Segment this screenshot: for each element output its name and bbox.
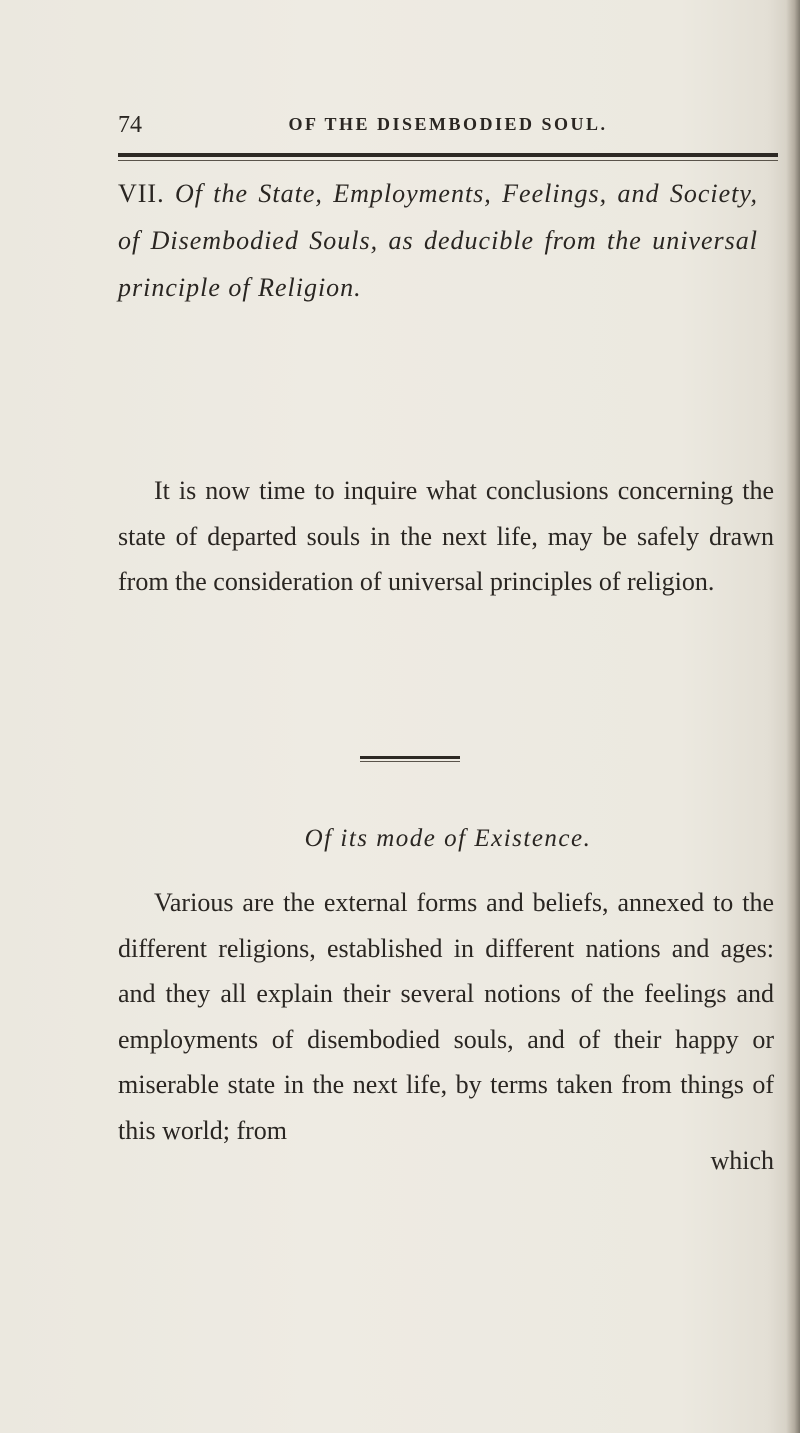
section-divider [360, 756, 460, 762]
page-number: 74 [118, 112, 142, 138]
running-title: OF THE DISEMBODIED SOUL. [288, 114, 608, 134]
section-title: Of the State, Employments, Feelings, and Society, of Disembodied Souls, as deducible from the universal principle of Religion. [118, 179, 758, 302]
header-rule-thin [118, 160, 778, 161]
catchword: which [710, 1146, 774, 1175]
running-head [118, 112, 778, 142]
page-edge-shadow [786, 0, 800, 1433]
paragraph-intro: It is now time to inquire what conclusions concerning the state of departed souls in the next life, may be safely drawn from the consideration of universal principles of religion. [118, 476, 774, 596]
section-number: VII. [118, 179, 165, 208]
section-heading [118, 170, 758, 311]
subheading: Of its mode of Existence. [304, 825, 592, 852]
header-rule-thick [118, 153, 778, 157]
paragraph-body: Various are the external forms and beliefs, annexed to the different religions, established in different nations and ages: and they all explain their several notions of the feelings and employments of disembodied souls, and of their happy or miserable state in the next life, by terms taken from things of this world; from [118, 888, 774, 1145]
